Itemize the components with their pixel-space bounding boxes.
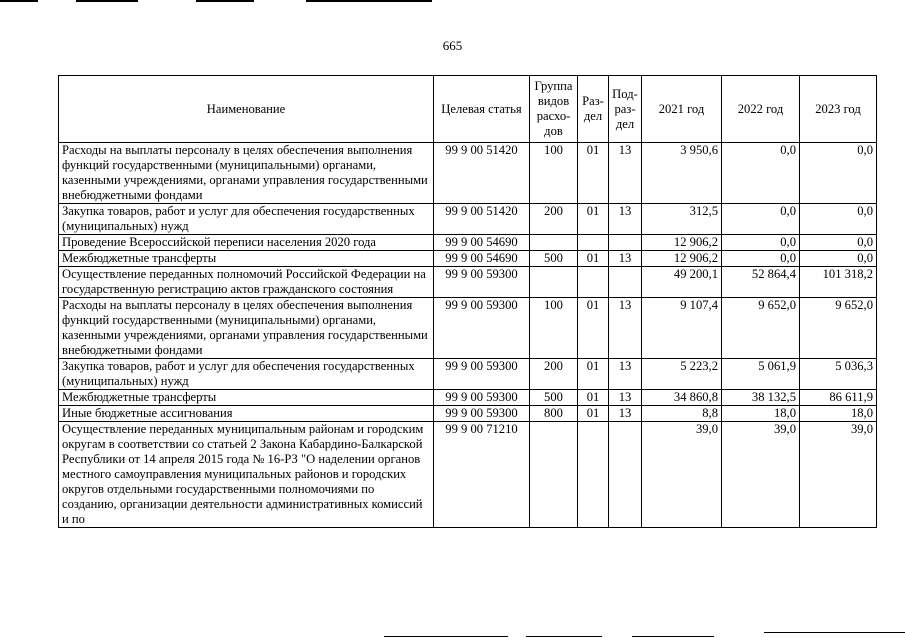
bottom-rule-1	[384, 636, 508, 637]
row-section: 01	[578, 251, 609, 267]
row-subsection	[609, 235, 642, 251]
row-2022: 38 132,5	[722, 390, 800, 406]
row-section: 01	[578, 143, 609, 204]
top-rule-2	[76, 0, 138, 2]
row-2021: 312,5	[642, 204, 722, 235]
header-target: Целевая статья	[434, 76, 530, 143]
row-2023: 0,0	[800, 204, 877, 235]
page-number: 665	[442, 38, 463, 53]
row-group: 500	[530, 251, 578, 267]
row-group	[530, 267, 578, 298]
header-name: Наименование	[59, 76, 434, 143]
row-subsection: 13	[609, 143, 642, 204]
top-rule-1	[0, 0, 38, 2]
row-name: Межбюджетные трансферты	[59, 390, 434, 406]
row-subsection: 13	[609, 359, 642, 390]
table-row	[59, 251, 877, 267]
row-2022: 9 652,0	[722, 298, 800, 359]
row-2022: 0,0	[722, 143, 800, 204]
row-subsection: 13	[609, 204, 642, 235]
row-target: 99 9 00 59300	[434, 390, 530, 406]
row-2022: 5 061,9	[722, 359, 800, 390]
row-subsection: 13	[609, 298, 642, 359]
table-row	[59, 390, 877, 406]
row-section	[578, 267, 609, 298]
header-group: Группа видов расхо-дов	[530, 76, 578, 143]
row-group: 200	[530, 204, 578, 235]
row-2021: 12 906,2	[642, 235, 722, 251]
row-2021: 9 107,4	[642, 298, 722, 359]
row-group: 800	[530, 406, 578, 422]
row-section: 01	[578, 204, 609, 235]
header-2023: 2023 год	[800, 76, 877, 143]
row-subsection	[609, 267, 642, 298]
row-2021: 49 200,1	[642, 267, 722, 298]
row-2023: 9 652,0	[800, 298, 877, 359]
row-subsection: 13	[609, 390, 642, 406]
budget-table	[58, 75, 877, 528]
row-target: 99 9 00 59300	[434, 406, 530, 422]
row-target: 99 9 00 54690	[434, 235, 530, 251]
row-section: 01	[578, 390, 609, 406]
row-2021: 3 950,6	[642, 143, 722, 204]
row-name: Расходы на выплаты персоналу в целях обеспечения выполнения функций государственными (муниципальными) органами, казенными учреждениями, органами управления государственными внебюджетными фондами	[59, 143, 434, 204]
row-2022: 0,0	[722, 204, 800, 235]
bottom-rule-3	[632, 636, 714, 637]
header-2022: 2022 год	[722, 76, 800, 143]
row-2023: 18,0	[800, 406, 877, 422]
row-name: Осуществление переданных полномочий Российской Федерации на государственную регистрацию актов гражданского состояния	[59, 267, 434, 298]
header-section: Раз-дел	[578, 76, 609, 143]
row-2023: 101 318,2	[800, 267, 877, 298]
row-2023: 0,0	[800, 143, 877, 204]
table-row	[59, 143, 877, 204]
row-group: 100	[530, 298, 578, 359]
header-subsection: Под-раз-дел	[609, 76, 642, 143]
row-subsection	[609, 422, 642, 528]
row-2021: 39,0	[642, 422, 722, 528]
table-row	[59, 406, 877, 422]
row-section: 01	[578, 359, 609, 390]
row-2021: 12 906,2	[642, 251, 722, 267]
bottom-rule-2	[526, 636, 602, 637]
row-name: Межбюджетные трансферты	[59, 251, 434, 267]
row-target: 99 9 00 71210	[434, 422, 530, 528]
row-group: 500	[530, 390, 578, 406]
row-name: Закупка товаров, работ и услуг для обеспечения государственных (муниципальных) нужд	[59, 359, 434, 390]
row-2022: 52 864,4	[722, 267, 800, 298]
header-2021: 2021 год	[642, 76, 722, 143]
top-rule-4	[306, 0, 432, 2]
row-name: Проведение Всероссийской переписи населения 2020 года	[59, 235, 434, 251]
row-2021: 5 223,2	[642, 359, 722, 390]
row-subsection: 13	[609, 251, 642, 267]
table-header-row	[59, 76, 877, 143]
row-group: 200	[530, 359, 578, 390]
table-row	[59, 235, 877, 251]
row-target: 99 9 00 59300	[434, 267, 530, 298]
row-section: 01	[578, 298, 609, 359]
row-name: Расходы на выплаты персоналу в целях обеспечения выполнения функций государственными (муниципальными) органами, казенными учреждениями, органами управления государственными внебюджетными фондами	[59, 298, 434, 359]
row-target: 99 9 00 54690	[434, 251, 530, 267]
table-row	[59, 267, 877, 298]
row-section: 01	[578, 406, 609, 422]
row-2023: 0,0	[800, 251, 877, 267]
row-2023: 39,0	[800, 422, 877, 528]
row-2021: 8,8	[642, 406, 722, 422]
top-rule-3	[196, 0, 254, 2]
table-row	[59, 359, 877, 390]
row-name: Закупка товаров, работ и услуг для обеспечения государственных (муниципальных) нужд	[59, 204, 434, 235]
row-2022: 39,0	[722, 422, 800, 528]
row-name: Осуществление переданных муниципальным районам и городским округам в соответствии со статьей 2 Закона Кабардино-Балкарской Республики от 14 апреля 2015 года № 16-РЗ "О наделении органов местного самоуправления муниципальных районов и городских округов отдельными государственными полномочиями по созданию, организации деятельности административных комиссий и по	[59, 422, 434, 528]
table-row	[59, 422, 877, 528]
row-target: 99 9 00 51420	[434, 143, 530, 204]
table-row	[59, 298, 877, 359]
row-2023: 5 036,3	[800, 359, 877, 390]
row-section	[578, 422, 609, 528]
row-target: 99 9 00 59300	[434, 359, 530, 390]
row-2023: 86 611,9	[800, 390, 877, 406]
row-target: 99 9 00 59300	[434, 298, 530, 359]
row-2022: 0,0	[722, 251, 800, 267]
row-group	[530, 422, 578, 528]
row-group: 100	[530, 143, 578, 204]
row-2022: 18,0	[722, 406, 800, 422]
table-row	[59, 204, 877, 235]
row-2023: 0,0	[800, 235, 877, 251]
row-target: 99 9 00 51420	[434, 204, 530, 235]
row-2022: 0,0	[722, 235, 800, 251]
bottom-rule-4	[764, 632, 905, 633]
row-2021: 34 860,8	[642, 390, 722, 406]
row-group	[530, 235, 578, 251]
row-section	[578, 235, 609, 251]
row-name: Иные бюджетные ассигнования	[59, 406, 434, 422]
row-subsection: 13	[609, 406, 642, 422]
